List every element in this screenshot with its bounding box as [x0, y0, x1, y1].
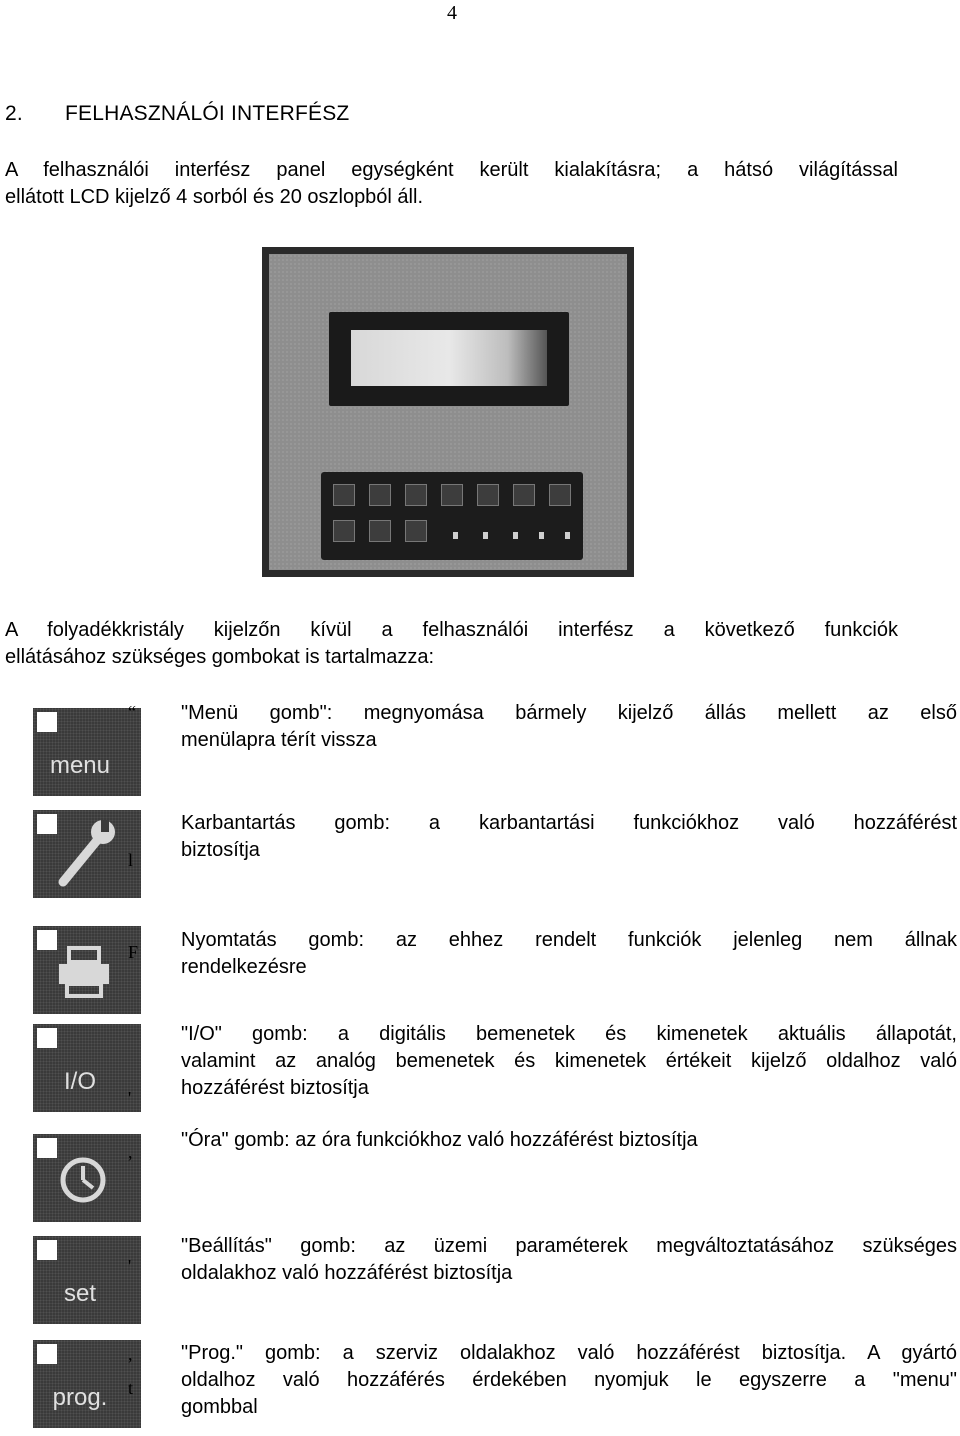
- description-line: "I/O" gomb: a digitális bemenetek és kimenetek aktuális állapotát,: [181, 1023, 957, 1045]
- printer-icon: [33, 926, 141, 1014]
- io-button-icon: [33, 1024, 141, 1112]
- icon-label: set: [63, 1280, 96, 1307]
- status-led: [483, 532, 488, 539]
- icon-label: I/O: [63, 1068, 96, 1095]
- description-line: rendelkezésre: [181, 956, 307, 978]
- button-description: [181, 1340, 957, 1421]
- menu-button-icon: [33, 708, 141, 796]
- set-button-icon: [33, 1236, 141, 1324]
- margin-mark: t: [128, 1378, 134, 1398]
- status-led: [453, 532, 458, 539]
- functions-line: ellátásához szükséges gombokat is tartalmazza:: [5, 646, 435, 668]
- description-line: oldalakhoz való hozzáférést biztosítja: [181, 1262, 513, 1284]
- description-line: Karbantartás gomb: a karbantartási funkciókhoz való hozzáférést: [181, 812, 957, 834]
- button-description: [181, 1127, 957, 1154]
- button-description: [181, 1021, 957, 1102]
- keypad-button: [369, 520, 391, 542]
- icon-label: prog.: [52, 1384, 108, 1411]
- keypad-button: [513, 484, 535, 506]
- button-description: [181, 927, 957, 981]
- description-line: valamint az analóg bemenetek és kimenetek értékeit kijelző oldalhoz való: [181, 1050, 957, 1072]
- margin-mark: l: [128, 850, 134, 870]
- lcd-display: [351, 330, 547, 386]
- section-number: 2.: [5, 102, 23, 125]
- intro-paragraph: [5, 157, 898, 211]
- button-description: [181, 810, 957, 864]
- description-line: hozzáférést biztosítja: [181, 1077, 369, 1099]
- keypad-button: [333, 520, 355, 542]
- description-line: "Prog." gomb: a szerviz oldalakhoz való hozzáférést biztosítja. A gyártó: [181, 1342, 957, 1364]
- intro-line: ellátott LCD kijelző 4 sorból és 20 oszlopból áll.: [5, 186, 423, 208]
- description-line: Nyomtatás gomb: az ehhez rendelt funkciók jelenleg nem állnak: [181, 929, 957, 951]
- description-line: biztosítja: [181, 839, 260, 861]
- keypad-button: [441, 484, 463, 506]
- section-title: FELHASZNÁLÓI INTERFÉSZ: [65, 102, 350, 125]
- section-heading: [5, 102, 349, 126]
- wrench-icon: [33, 810, 141, 898]
- lcd-display-frame: [329, 312, 569, 406]
- button-description: [181, 700, 957, 754]
- margin-mark: “: [128, 702, 136, 722]
- clock-icon: [33, 1134, 141, 1222]
- button-description: [181, 1233, 957, 1287]
- keypad-button: [477, 484, 499, 506]
- intro-line: A felhasználói interfész panel egységként került kialakításra; a hátsó világítással: [5, 159, 898, 181]
- margin-mark: ,: [128, 1142, 133, 1162]
- icon-label: menu: [49, 752, 111, 779]
- page-number: 4: [447, 2, 457, 24]
- control-panel-photo: [262, 247, 634, 577]
- keypad: [321, 472, 583, 560]
- margin-mark: F: [128, 942, 139, 962]
- keypad-button: [405, 520, 427, 542]
- keypad-button: [549, 484, 571, 506]
- margin-mark: ': [128, 1256, 132, 1276]
- description-line: "Menü gomb": megnyomása bármely kijelző állás mellett az első: [181, 702, 957, 724]
- functions-paragraph: [5, 617, 898, 671]
- status-led: [539, 532, 544, 539]
- description-line: "Beállítás" gomb: az üzemi paraméterek megváltoztatásához szükséges: [181, 1235, 957, 1257]
- functions-line: A folyadékkristály kijelzőn kívül a felhasználói interfész a következő funkciók: [5, 619, 898, 641]
- keypad-button: [405, 484, 427, 506]
- prog-button-icon: [33, 1340, 141, 1428]
- description-line: menülapra térít vissza: [181, 729, 377, 751]
- status-led: [513, 532, 518, 539]
- description-line: gombbal: [181, 1396, 258, 1418]
- keypad-button: [369, 484, 391, 506]
- keypad-button: [333, 484, 355, 506]
- margin-mark: ,: [128, 1344, 133, 1364]
- description-line: "Óra" gomb: az óra funkciókhoz való hozzáférést biztosítja: [181, 1129, 698, 1151]
- status-led: [565, 532, 570, 539]
- description-line: oldalhoz való hozzáférés érdekében nyomjuk le egyszerre a "menu": [181, 1369, 957, 1391]
- margin-mark: ': [128, 1088, 132, 1108]
